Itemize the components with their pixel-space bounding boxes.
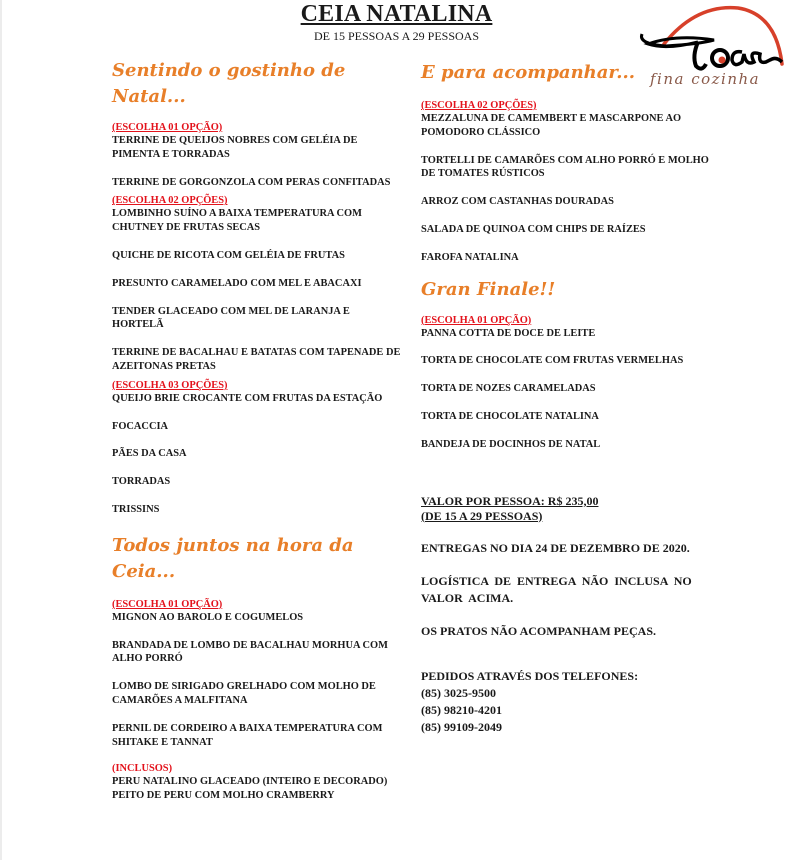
svg-text:fina cozinha: fina cozinha xyxy=(650,70,761,88)
logistics-note: LOGÍSTICA DE ENTREGA NÃO INCLUSA NO VALOR ACIMA. xyxy=(421,573,692,605)
menu-item: MIGNON AO BAROLO E COGUMELOS xyxy=(112,611,304,623)
price-block xyxy=(421,494,711,524)
menu-item: FOCACCIA xyxy=(112,420,168,432)
left-column xyxy=(112,58,402,803)
menu-item: TERRINE DE QUEIJOS NOBRES COM GELÉIA DE PIMENTA E TORRADAS xyxy=(112,135,358,160)
orders-block xyxy=(421,668,711,736)
menu-item: LOMBO DE SIRIGADO GRELHADO COM MOLHO DE CAMARÕES A MALFITANA xyxy=(112,681,376,706)
price-group-size: (DE 15 A 29 PESSOAS) xyxy=(421,508,543,523)
menu-item: TORTA DE CHOCOLATE COM FRUTAS VERMELHAS xyxy=(421,355,684,367)
menu-item: TORTELLI DE CAMARÕES COM ALHO PORRÓ E MOLHO DE TOMATES RÚSTICOS xyxy=(421,154,709,180)
menu-item: TORTA DE NOZES CARAMELADAS xyxy=(421,383,596,395)
menu-item: PRESUNTO CARAMELADO COM MEL E ABACAXI xyxy=(112,277,362,289)
price-per-person: VALOR POR PESSOA: R$ 235,00 xyxy=(421,493,599,508)
phone-number: (85) 98210-4201 xyxy=(421,702,502,717)
choice-label: (ESCOLHA 01 OPÇÃO) xyxy=(112,598,223,610)
menu-item: PANNA COTTA DE DOCE DE LEITE xyxy=(421,327,596,339)
choice-label: (ESCOLHA 02 OPÇÕES) xyxy=(421,100,537,111)
mains-group-1 xyxy=(112,599,402,750)
menu-item: ARROZ COM CASTANHAS DOURADAS xyxy=(421,196,614,208)
section-title-desserts: Gran Finale!! xyxy=(421,278,556,300)
menu-item: PERU NATALINO GLACEADO (INTEIRO E DECORADO) xyxy=(112,776,388,788)
choice-label: (ESCOLHA 01 OPÇÃO) xyxy=(421,314,532,326)
menu-item: FAROFA NATALINA xyxy=(421,251,519,263)
menu-item: TERRINE DE BACALHAU E BATATAS COM TAPENADE DE AZEITONAS PRETAS xyxy=(112,347,401,372)
orders-label: PEDIDOS ATRAVÉS DOS TELEFONES: xyxy=(421,668,639,683)
phone-number: (85) 3025-9500 xyxy=(421,685,496,700)
starters-group-1 xyxy=(112,122,402,189)
page-title: CEIA NATALINA xyxy=(300,1,493,27)
menu-item: PERNIL DE CORDEIRO A BAIXA TEMPERATURA COM SHITAKE E TANNAT xyxy=(112,722,383,748)
menu-item: TERRINE DE GORGONZOLA COM PERAS CONFITADAS xyxy=(112,176,391,188)
menu-item: TRISSINS xyxy=(112,503,160,515)
choice-label: (ESCOLHA 02 OPÇÕES) xyxy=(112,195,228,207)
right-column xyxy=(421,60,711,736)
desserts-group-1 xyxy=(421,315,711,452)
menu-item: BRANDADA DE LOMBO DE BACALHAU MORHUA COM ALHO PORRÓ xyxy=(112,639,388,665)
menu-item: BANDEJA DE DOCINHOS DE NATAL xyxy=(421,438,601,450)
menu-item: TORRADAS xyxy=(112,476,171,488)
menu-item: PÃES DA CASA xyxy=(112,448,187,460)
menu-item: MEZZALUNA DE CAMEMBERT E MASCARPONE AO POMODORO CLÁSSICO xyxy=(421,113,682,138)
section-title-sides: E para acompanhar... xyxy=(421,62,636,83)
menu-item: QUEIJO BRIE CROCANTE COM FRUTAS DA ESTAÇÃO xyxy=(112,392,383,404)
page-edge xyxy=(0,0,2,860)
menu-item: TORTA DE CHOCOLATE NATALINA xyxy=(421,410,599,422)
choice-label: (INCLUSOS) xyxy=(112,763,173,775)
sides-group-1 xyxy=(421,100,711,265)
mains-group-2 xyxy=(112,763,402,803)
starters-group-3 xyxy=(112,380,402,517)
section-title-starters: Sentindo o gostinho de Natal... xyxy=(112,60,346,107)
menu-item: PEITO DE PERU COM MOLHO CRAMBERRY xyxy=(112,790,335,802)
delivery-date: ENTREGAS NO DIA 24 DE DEZEMBRO DE 2020. xyxy=(421,540,690,555)
menu-item: TENDER GLACEADO COM MEL DE LARANJA E HORTELÃ xyxy=(112,305,350,331)
page-subtitle: DE 15 PESSOAS A 29 PESSOAS xyxy=(313,29,480,43)
starters-group-2 xyxy=(112,195,402,373)
choice-label: (ESCOLHA 03 OPÇÕES) xyxy=(112,379,228,391)
menu-item: LOMBINHO SUÍNO A BAIXA TEMPERATURA COM CHUTNEY DE FRUTAS SECAS xyxy=(112,208,362,234)
menu-item: SALADA DE QUINOA COM CHIPS DE RAÍZES xyxy=(421,223,646,235)
choice-label: (ESCOLHA 01 OPÇÃO) xyxy=(112,122,223,133)
menu-item: QUICHE DE RICOTA COM GELÉIA DE FRUTAS xyxy=(112,249,345,261)
parts-note: OS PRATOS NÃO ACOMPANHAM PEÇAS. xyxy=(421,623,657,638)
phone-number: (85) 99109-2049 xyxy=(421,719,502,734)
section-title-mains: Todos juntos na hora da Ceia... xyxy=(112,534,354,582)
